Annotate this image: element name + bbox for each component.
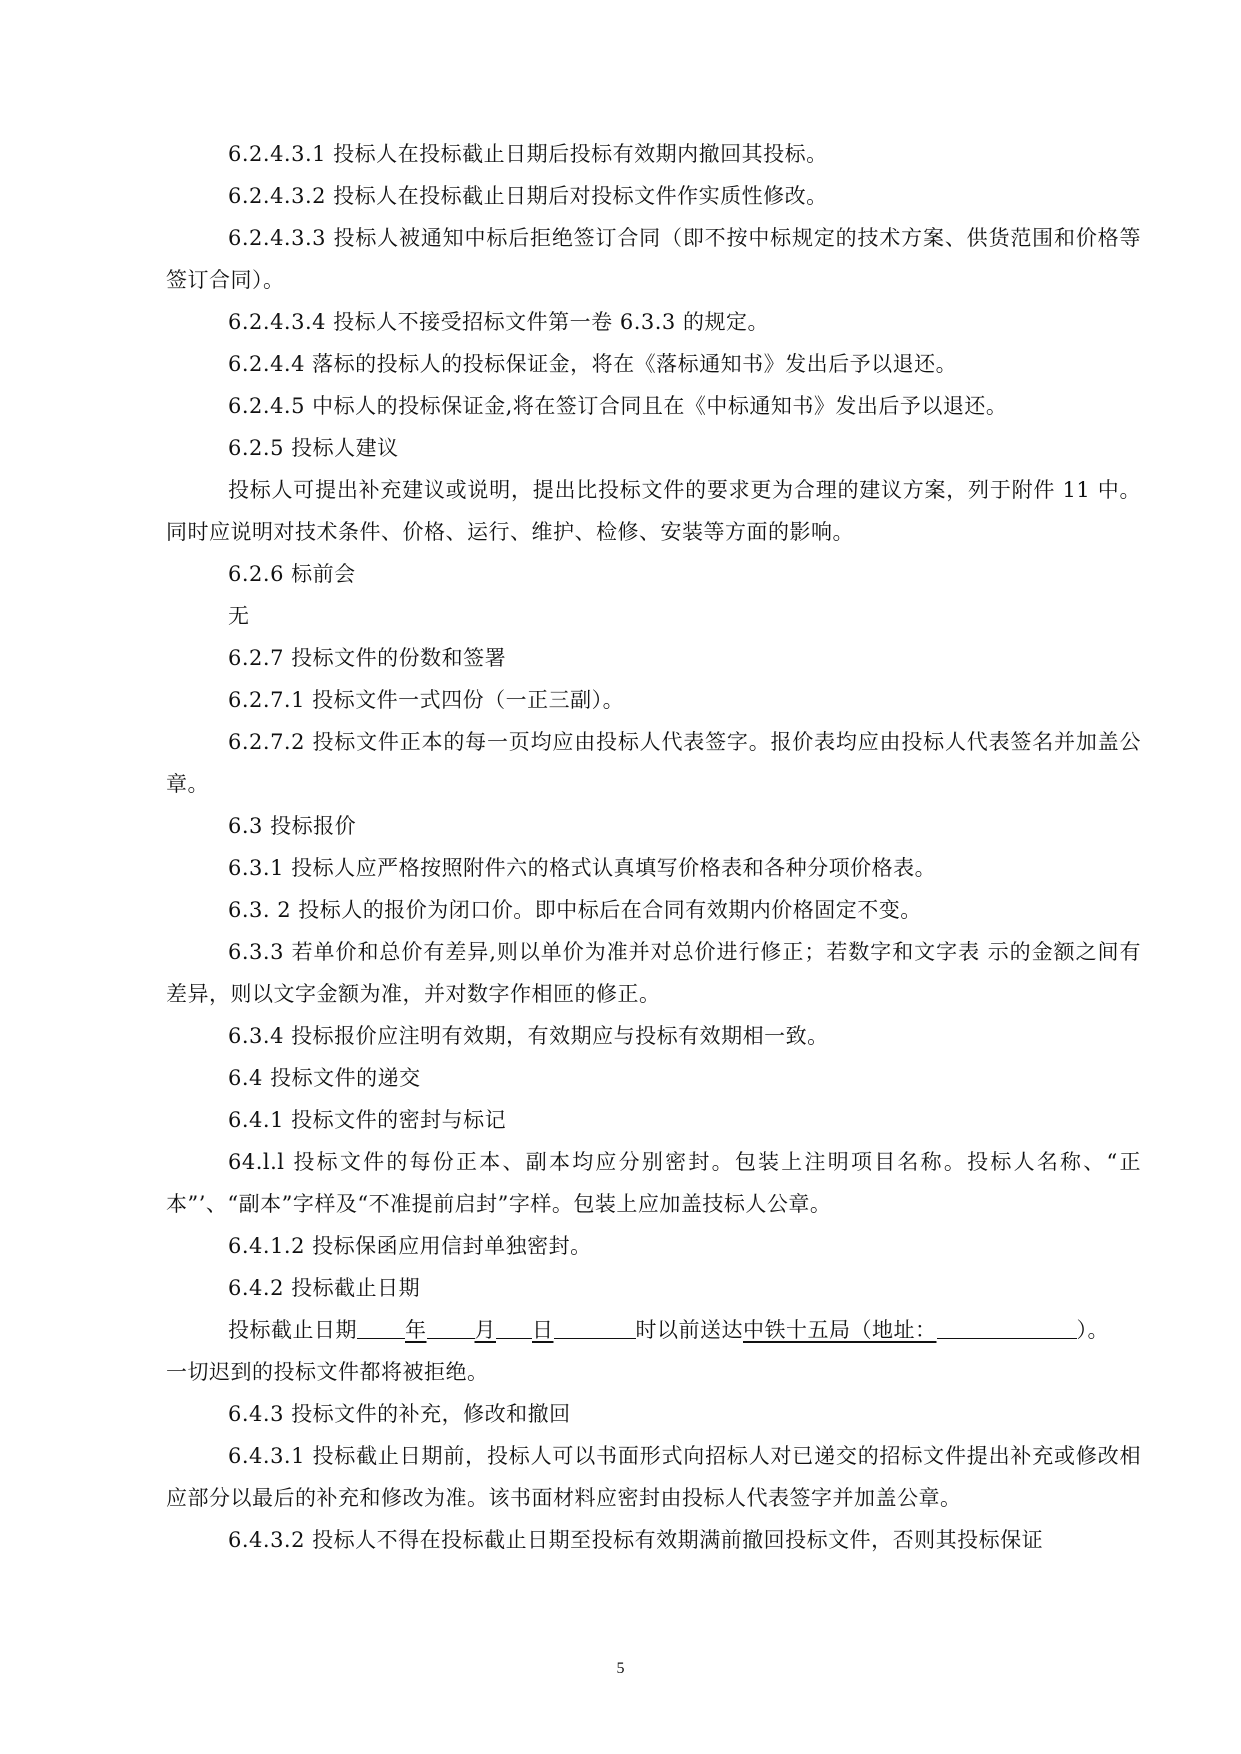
year-blank — [357, 1312, 405, 1339]
paragraph: 6.2.4.3.4 投标人不接受招标文件第一卷 6.3.3 的规定。 — [228, 310, 769, 334]
paragraph: 6.2.6 标前会 — [228, 562, 356, 586]
paragraph: 6.2.4.4 落标的投标人的投标保证金，将在《落标通知书》发出后予以退还。 — [228, 352, 958, 376]
time-blank — [554, 1312, 636, 1339]
paragraph: 6.2.7.2 投标文件正本的每一页均应由投标人代表签字。报价表均应由投标人代表签名并加盖公章。 — [166, 730, 1141, 796]
paragraph: 6.2.7 投标文件的份数和签署 — [228, 646, 507, 670]
deadline-close: ）。 — [1076, 1318, 1109, 1342]
paragraph: 6.4.3.1 投标截止日期前，投标人可以书面形式向招标人对已递交的招标文件提出补充或修改相应部分以最后的补充和修改为准。该书面材料应密封由投标人代表签字并加盖公章。 — [166, 1444, 1141, 1510]
month-blank — [427, 1312, 475, 1339]
paragraph: 6.2.7.1 投标文件一式四份（一正三副）。 — [228, 688, 625, 712]
paragraph: 6.2.4.5 中标人的投标保证金,将在签订合同且在《中标通知书》发出后予以退还。 — [228, 394, 1008, 418]
paragraph: 6.3 投标报价 — [228, 814, 357, 838]
paragraph: 6.4 投标文件的递交 — [228, 1066, 421, 1090]
paragraph: 6.4.1 投标文件的密封与标记 — [228, 1108, 507, 1132]
deadline-year: 年 — [405, 1318, 427, 1342]
paragraph: 6.3.4 投标报价应注明有效期，有效期应与投标有效期相一致。 — [228, 1024, 829, 1048]
paragraph: 6.4.3 投标文件的补充，修改和撤回 — [228, 1402, 571, 1426]
paragraph: 6.4.2 投标截止日期 — [228, 1276, 421, 1300]
paragraph-group-before — [166, 133, 1141, 1309]
paragraph: 6.4.3.2 投标人不得在投标截止日期至投标有效期满前撤回投标文件，否则其投标保证 — [228, 1528, 1044, 1552]
deadline-month: 月 — [474, 1318, 496, 1342]
paragraph: 64.l.l 投标文件的每份正本、副本均应分别密封。包装上注明项目名称。投标人名称、“正本”’、“副本”字样及“不准提前启封”字样。包装上应加盖技标人公章。 — [166, 1150, 1141, 1216]
page-number: 5 — [616, 1660, 625, 1677]
paragraph: 6.2.4.3.3 投标人被通知中标后拒绝签订合同（即不按中标规定的技术方案、供货范围和价格等签订合同）。 — [166, 226, 1141, 292]
paragraph: 投标人可提出补充建议或说明，提出比投标文件的要求更为合理的建议方案，列于附件 11 中。同时应说明对技术条件、价格、运行、维护、检修、安装等方面的影响。 — [166, 478, 1141, 544]
deadline-time-suffix: 时以前送达 — [635, 1318, 743, 1342]
body-text — [166, 133, 1141, 1561]
deadline-paragraph — [166, 1309, 1141, 1351]
paragraph: 6.3.1 投标人应严格按照附件六的格式认真填写价格表和各种分项价格表。 — [228, 856, 937, 880]
paragraph: 6.4.1.2 投标保函应用信封单独密封。 — [228, 1234, 592, 1258]
paragraph: 6.3. 2 投标人的报价为闭口价。即中标后在合同有效期内价格固定不变。 — [228, 898, 922, 922]
paragraph: 6.2.5 投标人建议 — [228, 436, 399, 460]
paragraph: 无 — [228, 604, 250, 628]
day-blank — [496, 1312, 532, 1339]
paragraph: 6.2.4.3.1 投标人在投标截止日期后投标有效期内撤回其投标。 — [228, 142, 828, 166]
deadline-recipient: 中铁十五局（地址： — [743, 1318, 937, 1342]
deadline-prefix: 投标截止日期 — [228, 1318, 357, 1342]
deadline-day: 日 — [532, 1318, 554, 1342]
paragraph: 6.3.3 若单价和总价有差异,则以单价为准并对总价进行修正；若数字和文字表 示的金额之间有差异，则以文字金额为准，并对数字作相匝的修正。 — [166, 940, 1141, 1006]
deadline-line2: 一切迟到的投标文件都将被拒绝。 — [166, 1360, 489, 1384]
paragraph-group-after — [166, 1393, 1141, 1561]
address-blank — [937, 1312, 1077, 1339]
paragraph: 6.2.4.3.2 投标人在投标截止日期后对投标文件作实质性修改。 — [228, 184, 828, 208]
